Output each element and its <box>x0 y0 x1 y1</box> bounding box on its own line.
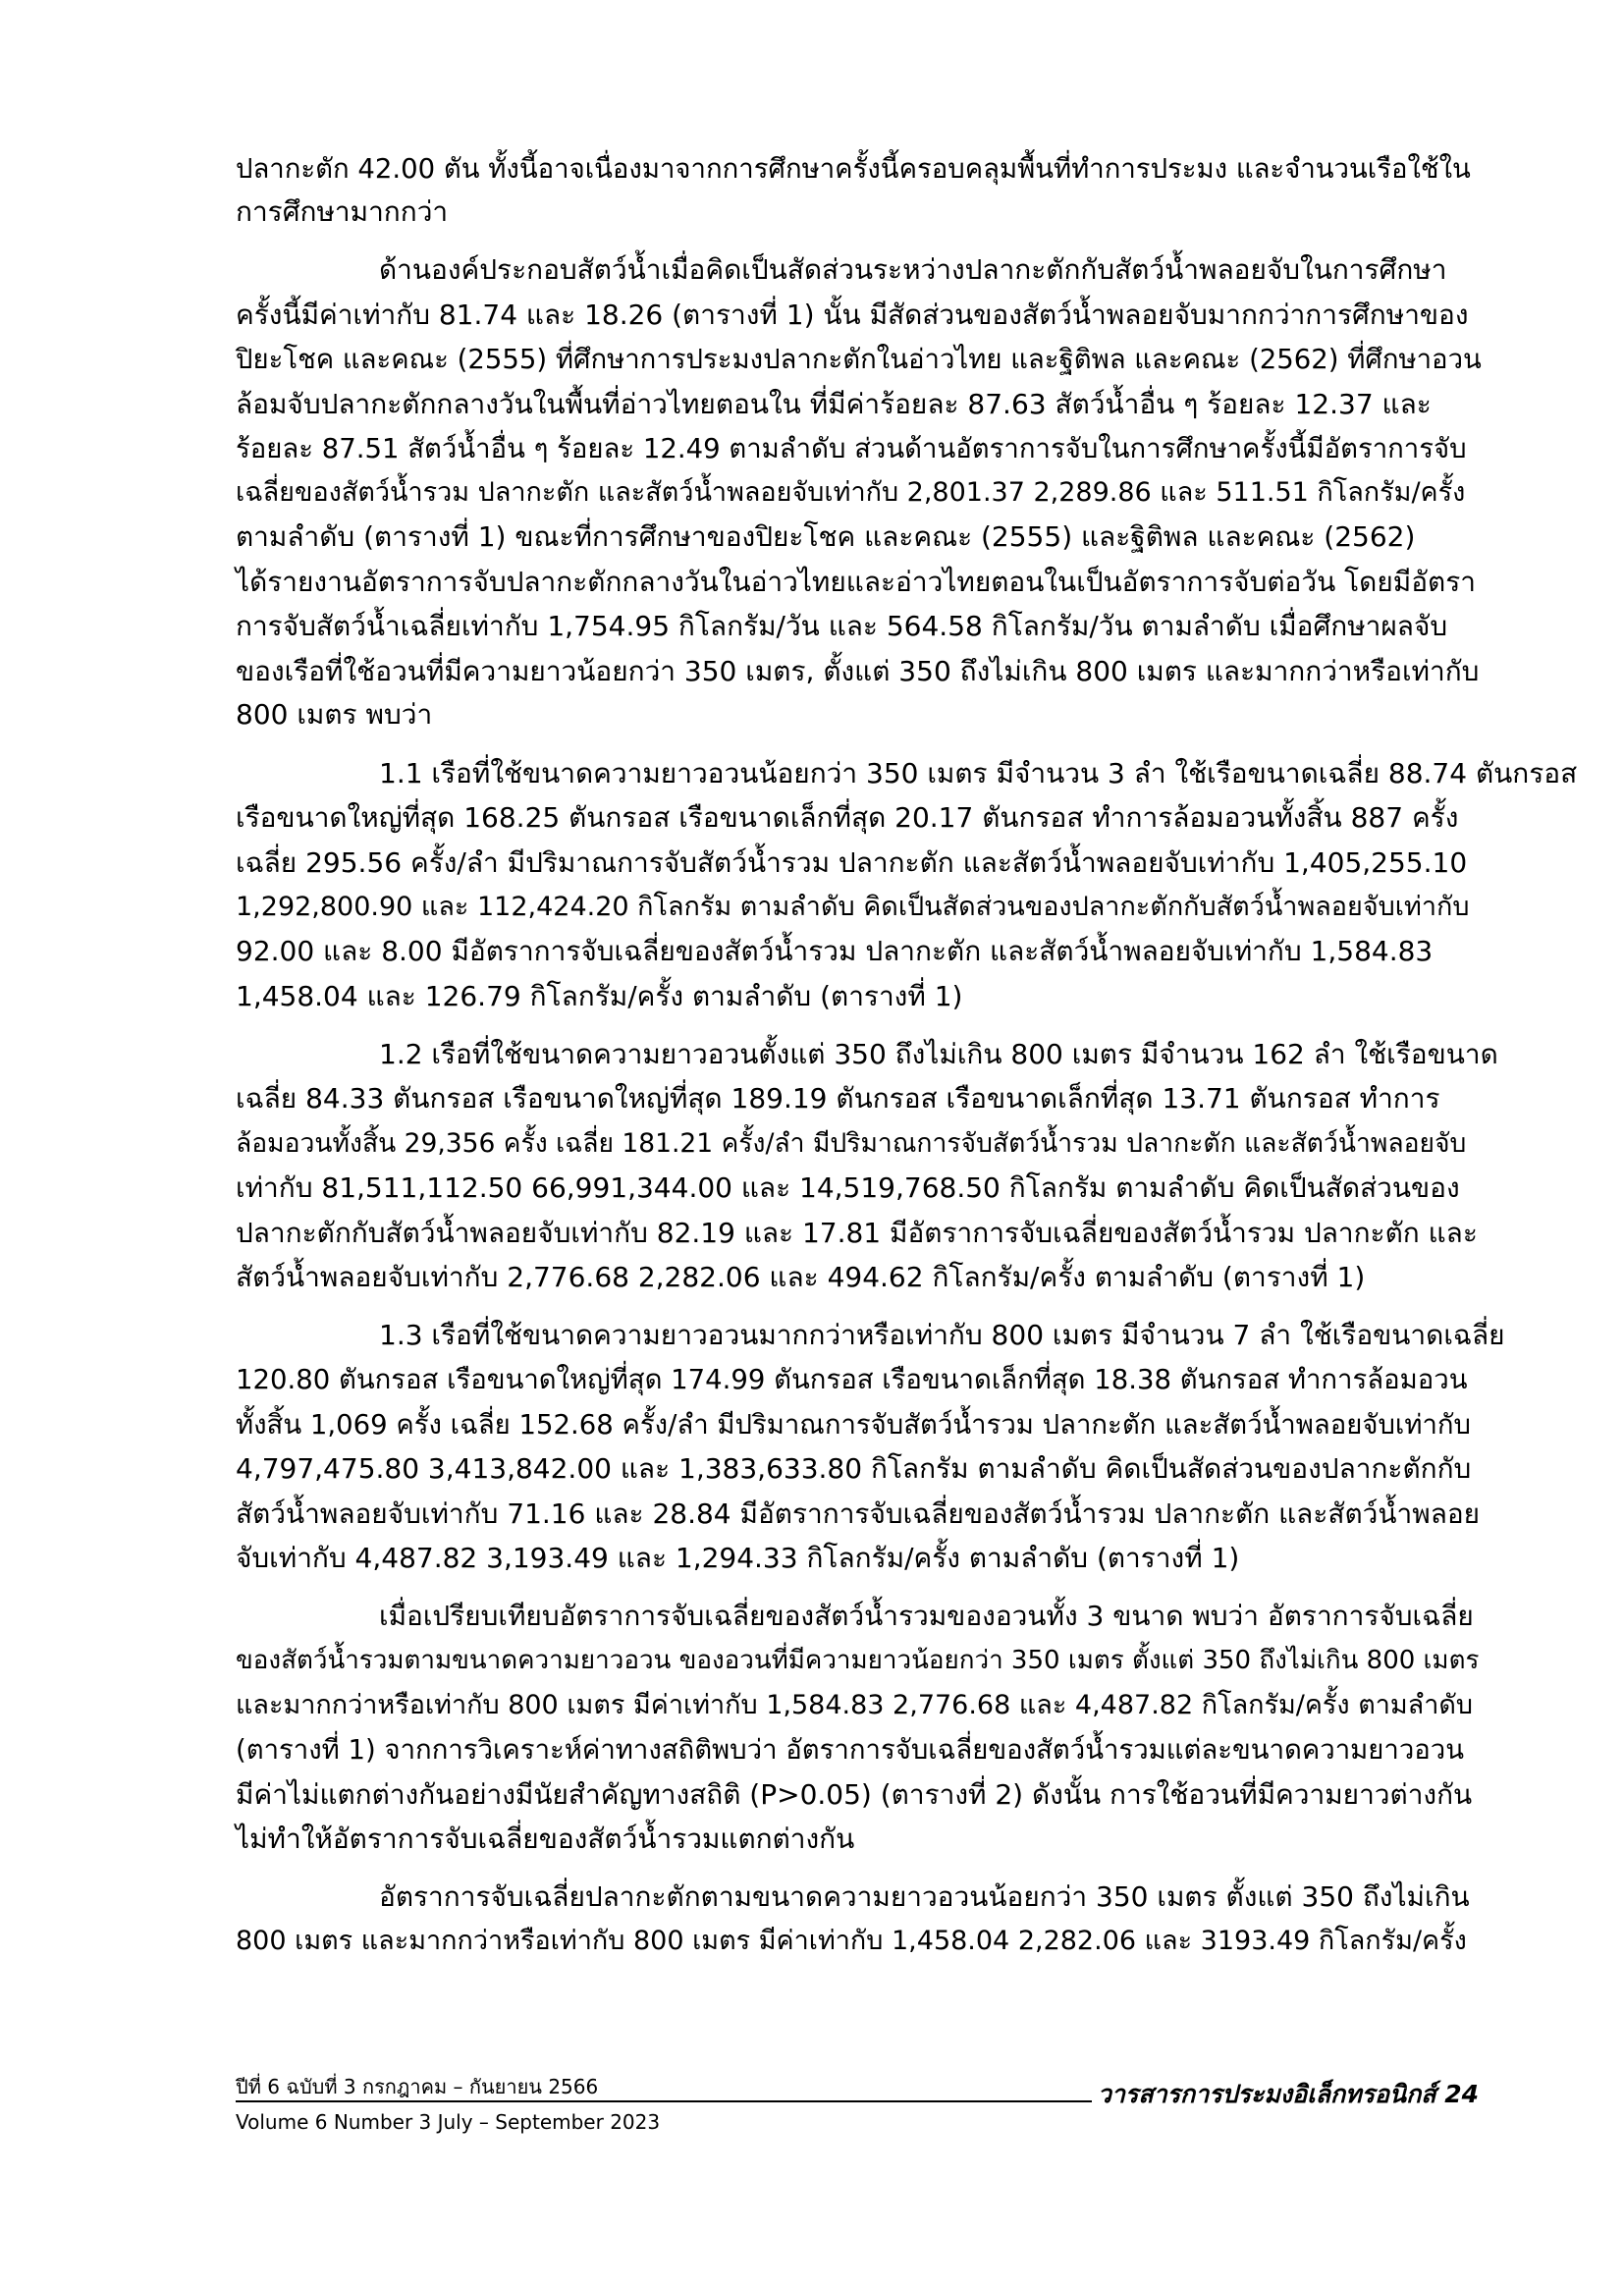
footer-issue-english: Volume 6 Number 3 July – September 2023 <box>236 2110 661 2134</box>
body-line: ของเรือที่ใช้อวนที่มีความยาวน้อยกว่า 350 เมตร, ตั้งแต่ 350 ถึงไม่เกิน 800 เมตร และมากกว่าหรือเท่ากับ <box>236 655 1480 687</box>
body-line: และมากกว่าหรือเท่ากับ 800 เมตร มีค่าเท่ากับ 1,584.83 2,776.68 และ 4,487.82 กิโลกรัม/ครั้ง ตามลำดับ <box>236 1690 1474 1720</box>
body-line: 1,292,800.90 และ 112,424.20 กิโลกรัม ตามลำดับ คิดเป็นสัดส่วนของปลากะตักกับสัตว์น้ำพลอยจับเท่ากับ <box>236 892 1470 922</box>
paragraph-start: 1.2 เรือที่ใช้ขนาดความยาวอวนตั้งแต่ 350 ถึงไม่เกิน 800 เมตร มีจำนวน 162 ลำ ใช้เรือขนาด <box>379 1038 1498 1070</box>
body-line: ปลากะตัก 42.00 ตัน ทั้งนี้อาจเนื่องมาจากการศึกษาครั้งนี้ครอบคลุมพื้นที่ทำการประมง และจำนวนเรือใช้ใน <box>236 153 1471 185</box>
body-line: ล้อมอวนทั้งสิ้น 29,356 ครั้ง เฉลี่ย 181.21 ครั้ง/ลำ มีปริมาณการจับสัตว์น้ำรวม ปลากะตัก และสัตว์น้ำพลอยจับ <box>236 1128 1467 1159</box>
body-line: เท่ากับ 81,511,112.50 66,991,344.00 และ 14,519,768.50 กิโลกรัม ตามลำดับ คิดเป็นสัดส่วนของ <box>236 1171 1460 1204</box>
body-line: 4,797,475.80 3,413,842.00 และ 1,383,633.80 กิโลกรัม ตามลำดับ คิดเป็นสัดส่วนของปลากะตักกับ <box>236 1452 1472 1485</box>
body-line: ไม่ทำให้อัตราการจับเฉลี่ยของสัตว์น้ำรวมแตกต่างกัน <box>236 1823 855 1855</box>
body-line: ปลากะตักกับสัตว์น้ำพลอยจับเท่ากับ 82.19 และ 17.81 มีอัตราการจับเฉลี่ยของสัตว์น้ำรวม ปลากะตัก และ <box>236 1217 1478 1249</box>
body-line: การศึกษามากกว่า <box>236 195 449 228</box>
body-line: (ตารางที่ 1) จากการวิเคราะห์ค่าทางสถิติพบว่า อัตราการจับเฉลี่ยของสัตว์น้ำรวมแต่ละขนาดความยาวอวน <box>236 1734 1465 1766</box>
body-line: ของสัตว์น้ำรวมตามขนาดความยาวอวน ของอวนที่มีความยาวน้อยกว่า 350 เมตร ตั้งแต่ 350 ถึงไม่เกิน 800 เมตร <box>236 1646 1480 1675</box>
body-line: 92.00 และ 8.00 มีอัตราการจับเฉลี่ยของสัตว์น้ำรวม ปลากะตัก และสัตว์น้ำพลอยจับเท่ากับ 1,584.83 <box>236 935 1434 967</box>
footer-divider <box>236 2100 1092 2102</box>
body-line: เฉลี่ย 84.33 ตันกรอส เรือขนาดใหญ่ที่สุด 189.19 ตันกรอส เรือขนาดเล็กที่สุด 13.71 ตันกรอส ทำการ <box>236 1082 1440 1115</box>
body-line: ได้รายงานอัตราการจับปลากะตักกลางวันในอ่าวไทยและอ่าวไทยตอนในเป็นอัตราการจับต่อวัน โดยมีอัตรา <box>236 566 1476 598</box>
footer-issue-thai: ปีที่ 6 ฉบับที่ 3 กรกฎาคม – กันยายน 2566 <box>236 2075 599 2098</box>
body-line: เรือขนาดใหญ่ที่สุด 168.25 ตันกรอส เรือขนาดเล็กที่สุด 20.17 ตันกรอส ทำการล้อมอวนทั้งสิ้น 887 ครั้ง <box>236 801 1459 834</box>
paragraph-start: อัตราการจับเฉลี่ยปลากะตักตามขนาดความยาวอวนน้อยกว่า 350 เมตร ตั้งแต่ 350 ถึงไม่เกิน <box>379 1880 1470 1913</box>
body-line: สัตว์น้ำพลอยจับเท่ากับ 2,776.68 2,282.06 และ 494.62 กิโลกรัม/ครั้ง ตามลำดับ (ตารางที่ 1) <box>236 1261 1366 1293</box>
paragraph-start: 1.1 เรือที่ใช้ขนาดความยาวอวนน้อยกว่า 350 เมตร มีจำนวน 3 ลำ ใช้เรือขนาดเฉลี่ย 88.74 ตันกรอส <box>379 757 1578 789</box>
body-line: 800 เมตร พบว่า <box>236 698 433 731</box>
body-line: 1,458.04 และ 126.79 กิโลกรัม/ครั้ง ตามลำดับ (ตารางที่ 1) <box>236 980 963 1012</box>
body-line: ร้อยละ 87.51 สัตว์น้ำอื่น ๆ ร้อยละ 12.49 ตามลำดับ ส่วนด้านอัตราการจับในการศึกษาครั้งนี้มีอัตราการจับ <box>236 433 1467 464</box>
body-line: สัตว์น้ำพลอยจับเท่ากับ 71.16 และ 28.84 มีอัตราการจับเฉลี่ยของสัตว์น้ำรวม ปลากะตัก และสัตว์น้ำพลอย <box>236 1497 1481 1530</box>
body-line: ตามลำดับ (ตารางที่ 1) ขณะที่การศึกษาของปิยะโชค และคณะ (2555) และฐิติพล และคณะ (2562) <box>236 520 1416 553</box>
body-line: เฉลี่ย 295.56 ครั้ง/ลำ มีปริมาณการจับสัตว์น้ำรวม ปลากะตัก และสัตว์น้ำพลอยจับเท่ากับ 1,405,255.10 <box>236 846 1468 879</box>
body-line: มีค่าไม่แตกต่างกันอย่างมีนัยสำคัญทางสถิติ (P>0.05) (ตารางที่ 2) ดังนั้น การใช้อวนที่มีความยาวต่างกัน <box>236 1778 1473 1811</box>
body-line: ปิยะโชค และคณะ (2555) ที่ศึกษาการประมงปลากะตักในอ่าวไทย และฐิติพล และคณะ (2562) ที่ศึกษาอวน <box>236 344 1482 375</box>
body-line: การจับสัตว์น้ำเฉลี่ยเท่ากับ 1,754.95 กิโลกรัม/วัน และ 564.58 กิโลกรัม/วัน ตามลำดับ เมื่อศึกษาผลจับ <box>236 610 1448 642</box>
body-line: 800 เมตร และมากกว่าหรือเท่ากับ 800 เมตร มีค่าเท่ากับ 1,458.04 2,282.06 และ 3193.49 กิโลกรัม/ครั้ง <box>236 1926 1467 1956</box>
body-line: จับเท่ากับ 4,487.82 3,193.49 และ 1,294.33 กิโลกรัม/ครั้ง ตามลำดับ (ตารางที่ 1) <box>236 1542 1240 1574</box>
paragraph-start: 1.3 เรือที่ใช้ขนาดความยาวอวนมากกว่าหรือเท่ากับ 800 เมตร มีจำนวน 7 ลำ ใช้เรือขนาดเฉลี่ย <box>379 1319 1505 1351</box>
body-line: ล้อมจับปลากะตักกลางวันในพื้นที่อ่าวไทยตอนใน ที่มีค่าร้อยละ 87.63 สัตว์น้ำอื่น ๆ ร้อยละ 12.37 และ <box>236 388 1432 420</box>
paragraph-start: ด้านองค์ประกอบสัตว์น้ำเมื่อคิดเป็นสัดส่วนระหว่างปลากะตักกับสัตว์น้ำพลอยจับในการศึกษา <box>379 253 1447 286</box>
paragraph-start: เมื่อเปรียบเทียบอัตราการจับเฉลี่ยของสัตว์น้ำรวมของอวนทั้ง 3 ขนาด พบว่า อัตราการจับเฉลี่ย <box>379 1600 1474 1632</box>
body-line: 120.80 ตันกรอส เรือขนาดใหญ่ที่สุด 174.99 ตันกรอส เรือขนาดเล็กที่สุด 18.38 ตันกรอส ทำการล้อมอวน <box>236 1364 1468 1395</box>
footer-journal-page: วารสารการประมงอิเล็กทรอนิกส์ 24 <box>1097 2080 1479 2108</box>
body-line: ทั้งสิ้น 1,069 ครั้ง เฉลี่ย 152.68 ครั้ง/ลำ มีปริมาณการจับสัตว์น้ำรวม ปลากะตัก และสัตว์น้ำพลอยจับเท่ากับ <box>236 1409 1472 1441</box>
body-line: ครั้งนี้มีค่าเท่ากับ 81.74 และ 18.26 (ตารางที่ 1) นั้น มีสัดส่วนของสัตว์น้ำพลอยจับมากกว่าการศึกษาของ <box>236 299 1469 331</box>
body-line: เฉลี่ยของสัตว์น้ำรวม ปลากะตัก และสัตว์น้ำพลอยจับเท่ากับ 2,801.37 2,289.86 และ 511.51 กิโลกรัม/ครั้ง <box>236 477 1466 508</box>
